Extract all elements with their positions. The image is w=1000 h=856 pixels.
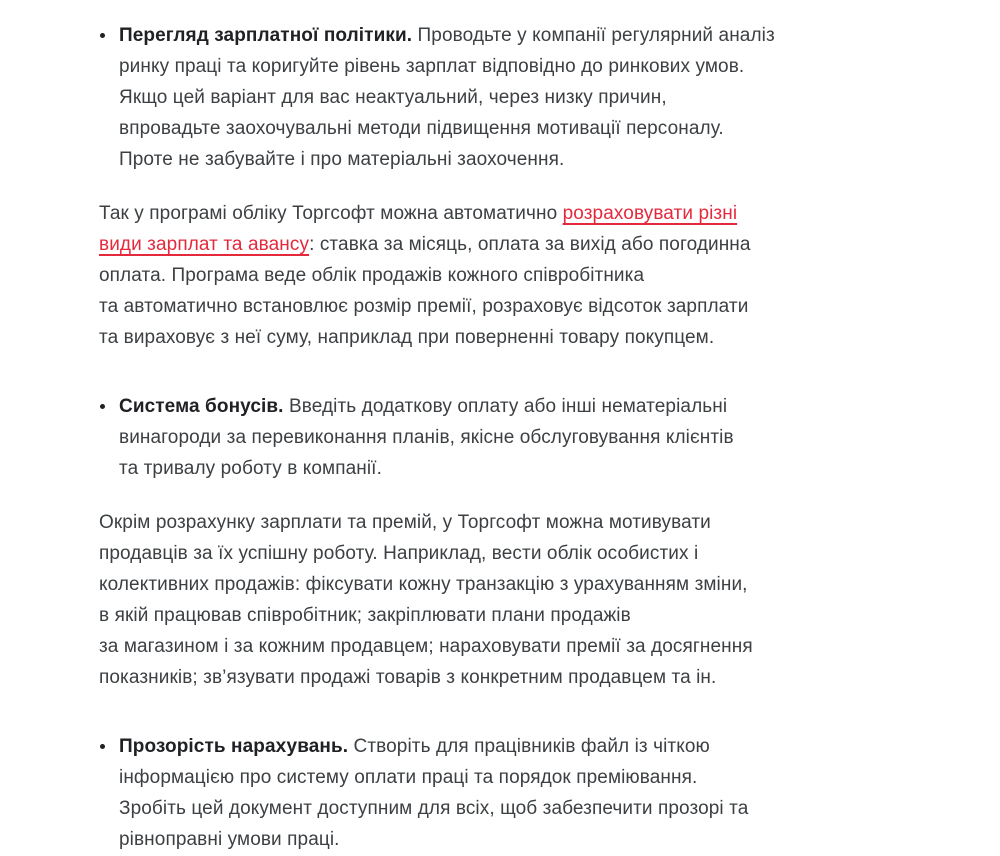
text-line bbox=[99, 538, 819, 569]
text-segment: Проводьте у компанії регулярний аналіз bbox=[412, 25, 775, 46]
text-line bbox=[99, 631, 819, 662]
bullet-marker-icon bbox=[100, 744, 105, 749]
text-line bbox=[119, 793, 819, 824]
bullet-item bbox=[99, 731, 819, 855]
text-segment: Створіть для працівників файл із чіткою bbox=[348, 736, 710, 757]
text-line bbox=[99, 229, 819, 260]
text-segment: Окрім розрахунку зарплати та премій, у Торгсофт можна мотивувати bbox=[99, 512, 711, 533]
text-segment: : ставка за місяць, оплата за вихід або погодинна bbox=[309, 234, 751, 255]
text-segment: та автоматично встановлює розмір премії, розраховує відсоток зарплати bbox=[99, 296, 749, 317]
text-line bbox=[119, 82, 819, 113]
text-line bbox=[99, 662, 819, 693]
text-segment: винагороди за перевиконання планів, якісне обслуговування клієнтів bbox=[119, 427, 734, 448]
text-line bbox=[119, 731, 819, 762]
text-segment: Проте не забувайте і про матеріальні заохочення. bbox=[119, 149, 565, 170]
text-line bbox=[99, 291, 819, 322]
text-segment: Зробіть цей документ доступним для всіх, щоб забезпечити прозорі та bbox=[119, 798, 749, 819]
bullet-marker-icon bbox=[100, 404, 105, 409]
bullet-item bbox=[99, 20, 819, 175]
text-line bbox=[99, 507, 819, 538]
text-segment: за магазином і за кожним продавцем; нараховувати премії за досягнення bbox=[99, 636, 753, 657]
text-line bbox=[119, 51, 819, 82]
text-segment: інформацією про систему оплати праці та порядок преміювання. bbox=[119, 767, 698, 788]
article-content bbox=[99, 0, 819, 855]
paragraph bbox=[99, 507, 819, 693]
text-segment: Система бонусів. bbox=[119, 396, 284, 417]
text-line bbox=[119, 422, 819, 453]
text-line bbox=[99, 322, 819, 353]
text-line bbox=[119, 391, 819, 422]
text-segment: продавців за їх успішну роботу. Наприклад, вести облік особистих і bbox=[99, 543, 699, 564]
text-line bbox=[99, 260, 819, 291]
bullet-marker-icon bbox=[100, 33, 105, 38]
text-segment: Якщо цей варіант для вас неактуальний, через низку причин, bbox=[119, 87, 667, 108]
text-line bbox=[99, 600, 819, 631]
inline-link[interactable]: види зарплат та авансу bbox=[99, 234, 310, 255]
paragraph bbox=[99, 198, 819, 353]
text-segment: ринку праці та коригуйте рівень зарплат відповідно до ринкових умов. bbox=[119, 56, 745, 77]
text-line bbox=[99, 569, 819, 600]
bullet-item bbox=[99, 391, 819, 484]
text-segment: Введіть додаткову оплату або інші нематеріальні bbox=[283, 396, 728, 417]
text-line bbox=[119, 144, 819, 175]
text-segment: впровадьте заохочувальні методи підвищення мотивації персоналу. bbox=[119, 118, 724, 139]
text-line bbox=[119, 762, 819, 793]
text-segment: Так у програмі обліку Торгсофт можна автоматично bbox=[99, 203, 563, 224]
text-segment: рівноправні умови праці. bbox=[119, 829, 340, 850]
text-segment: в якій працював співробітник; закріплювати плани продажів bbox=[99, 605, 631, 626]
text-segment: колективних продажів: фіксувати кожну транзакцію з урахуванням зміни, bbox=[99, 574, 748, 595]
text-line bbox=[119, 20, 819, 51]
text-line bbox=[119, 113, 819, 144]
inline-link[interactable]: розраховувати різні bbox=[562, 203, 738, 224]
text-line bbox=[99, 198, 819, 229]
text-segment: оплата. Програма веде облік продажів кожного співробітника bbox=[99, 265, 645, 286]
text-segment: Перегляд зарплатної політики. bbox=[119, 25, 413, 46]
text-segment: показників; зв’язувати продажі товарів з конкретним продавцем та ін. bbox=[99, 667, 717, 688]
text-segment: та тривалу роботу в компанії. bbox=[119, 458, 382, 479]
text-line bbox=[119, 824, 819, 855]
text-line bbox=[119, 453, 819, 484]
text-segment: та вираховує з неї суму, наприклад при поверненні товару покупцем. bbox=[99, 327, 715, 348]
text-segment: Прозорість нарахувань. bbox=[119, 736, 349, 757]
